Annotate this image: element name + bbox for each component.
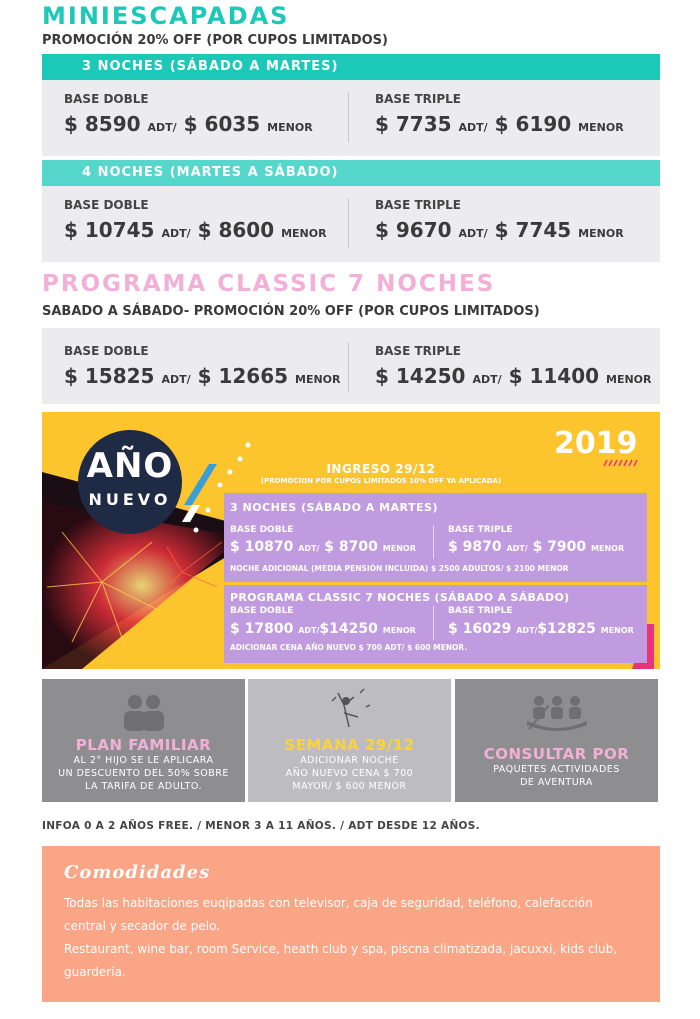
base-triple [375, 198, 624, 242]
base-doble-label: BASE DOBLE [64, 92, 149, 106]
tile-line: DE AVENTURA [520, 777, 593, 788]
ingreso-title: INGRESO 29/12 [326, 462, 436, 476]
ano-nuevo-badge [78, 430, 182, 534]
tile-plan-familiar [42, 679, 245, 802]
family-icon [118, 693, 170, 733]
comodidades-title: Comodidades [64, 862, 211, 883]
block1-triple-price: $ 9870 ADT/ $ 7900 MENOR [448, 539, 625, 555]
base-triple-price: $ 14250 ADT/ $ 11400 MENOR [375, 364, 652, 388]
block1-triple-label: BASE TRIPLE [448, 525, 513, 535]
block1-note: NOCHE ADICIONAL (MEDIA PENSIÓN INCLUIDA) $ 2500 ADULTOS/ $ 2100 MENOR [230, 564, 569, 573]
block2-triple-price: $ 16029 ADT/$12825 MENOR [448, 621, 634, 637]
tile-semana [248, 679, 451, 802]
block1-header: 3 NOCHES (SÁBADO A MARTES) [230, 501, 439, 514]
badge-line1: AÑO [86, 446, 174, 486]
block2-note: ADICIONAR CENA AÑO NUEVO $ 700 ADT/ $ 600 MENOR. [230, 643, 468, 652]
tile-title: PLAN FAMILIAR [75, 736, 212, 754]
year-label: 2019 [554, 426, 638, 461]
base-doble-label: BASE DOBLE [64, 344, 149, 358]
base-triple-price: $ 7735 ADT/ $ 6190 MENOR [375, 112, 624, 136]
base-doble [64, 198, 327, 242]
classic-title: PROGRAMA CLASSIC 7 NOCHES [42, 271, 496, 297]
ages-info: INFOA 0 A 2 AÑOS FREE. / MENOR 3 A 11 AÑOS. / ADT DESDE 12 AÑOS. [42, 820, 480, 832]
rafting-icon [525, 693, 589, 735]
classic-prices [42, 328, 660, 404]
year-stripes-decoration [602, 458, 640, 468]
option-3-noches-header: 3 NOCHES (SÁBADO A MARTES) [42, 54, 660, 80]
base-triple-label: BASE TRIPLE [375, 198, 461, 212]
base-doble-label: BASE DOBLE [64, 198, 149, 212]
comodidades-line: guardería. [64, 965, 126, 979]
tile-line: ADICIONAR NOCHE [300, 755, 399, 766]
comodidades-line: central y secador de pelo. [64, 919, 221, 933]
fireworks-celebration-icon [324, 687, 374, 733]
ingreso-note: (PROMOCION POR CUPOS LIMITADOS 10% OFF YA APLICADA) [260, 477, 502, 485]
tile-line: AL 2° HIJO SE LE APLICARA [73, 755, 214, 766]
base-doble [64, 92, 313, 136]
base-doble-price: $ 8590 ADT/ $ 6035 MENOR [64, 112, 313, 136]
price-divider [433, 525, 434, 559]
tile-title: SEMANA 29/12 [284, 736, 415, 754]
base-triple-price: $ 9670 ADT/ $ 7745 MENOR [375, 218, 624, 242]
base-triple-label: BASE TRIPLE [375, 344, 461, 358]
base-triple [375, 92, 624, 136]
miniescapadas-promo: PROMOCIÓN 20% OFF (POR CUPOS LIMITADOS) [42, 33, 388, 48]
ano-nuevo-classic-7-noches [224, 585, 647, 663]
price-divider [348, 198, 349, 248]
badge-line2: NUEVO [88, 490, 172, 509]
tile-consultar [455, 679, 658, 802]
tile-line: UN DESCUENTO DEL 50% SOBRE [58, 768, 229, 779]
ano-nuevo-3-noches [224, 493, 647, 582]
tile-line: LA TARIFA DE ADULTO. [84, 781, 203, 792]
tile-line: AÑO NUEVO CENA $ 700 [285, 768, 414, 779]
ano-nuevo-banner [42, 412, 660, 669]
option-4-noches-header: 4 NOCHES (MARTES A SÁBADO) [42, 160, 660, 186]
block2-doble-label: BASE DOBLE [230, 606, 294, 616]
base-triple [375, 344, 652, 388]
comodidades-line: Todas las habitaciones euqipadas con televisor, caja de seguridad, teléfono, calefacción [64, 896, 593, 910]
block2-header: PROGRAMA CLASSIC 7 NOCHES (SÁBADO A SÁBADO) [230, 591, 570, 604]
comodidades-line: Restaurant, wine bar, room Service, heath club y spa, piscna climatizada, jacuxxi, kids club, [64, 942, 618, 956]
block2-triple-label: BASE TRIPLE [448, 606, 513, 616]
tile-line: PAQUETES ACTIVIDADES [493, 764, 620, 775]
price-divider [348, 342, 349, 392]
classic-promo: SABADO A SÁBADO- PROMOCIÓN 20% OFF (POR CUPOS LIMITADOS) [42, 304, 540, 319]
option-4-noches-prices [42, 186, 660, 262]
miniescapadas-title: MINIESCAPADAS [42, 2, 290, 30]
base-doble-price: $ 15825 ADT/ $ 12665 MENOR [64, 364, 341, 388]
price-divider [348, 92, 349, 142]
comodidades-box [42, 846, 660, 1002]
option-3-noches-prices [42, 80, 660, 156]
block2-doble-price: $ 17800 ADT/$14250 MENOR [230, 621, 416, 637]
base-doble-price: $ 10745 ADT/ $ 8600 MENOR [64, 218, 327, 242]
block1-doble-label: BASE DOBLE [230, 525, 294, 535]
tile-title: CONSULTAR POR [483, 745, 630, 763]
tile-line: MAYOR/ $ 600 MENOR [292, 781, 407, 792]
base-triple-label: BASE TRIPLE [375, 92, 461, 106]
block1-doble-price: $ 10870 ADT/ $ 8700 MENOR [230, 539, 416, 555]
price-divider [433, 606, 434, 640]
base-doble [64, 344, 341, 388]
